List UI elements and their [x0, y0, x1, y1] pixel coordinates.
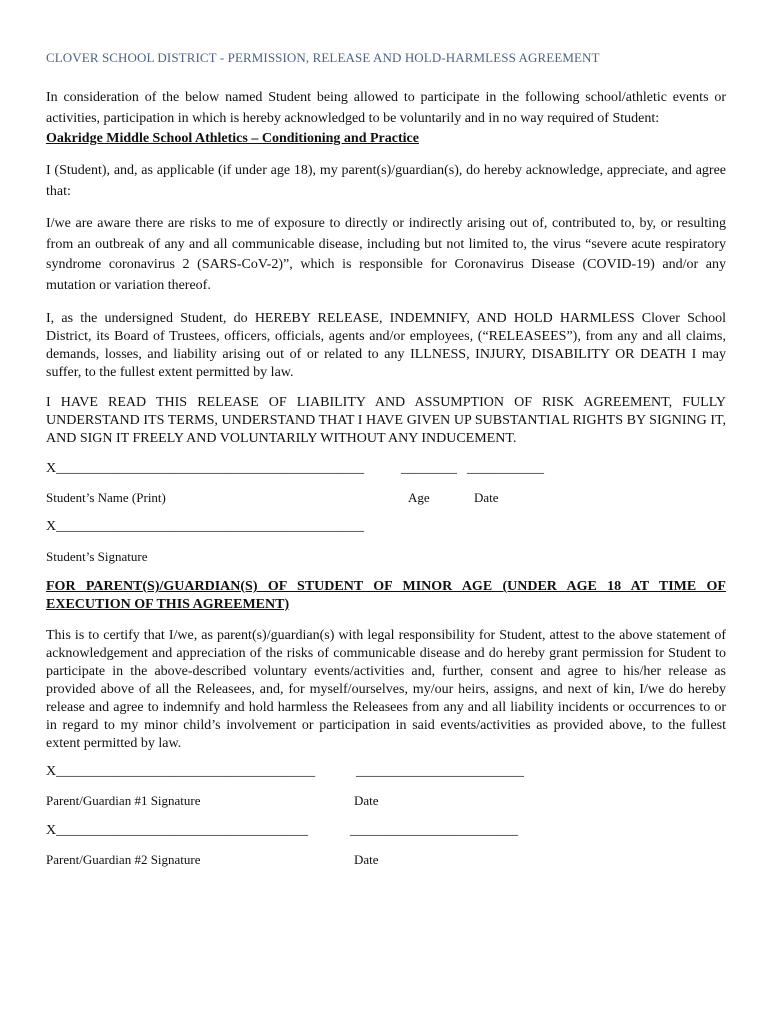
student-name-label: Student’s Name (Print) — [46, 490, 166, 505]
parent1-signature-label: Parent/Guardian #1 Signature — [46, 793, 201, 808]
age-line[interactable]: ________ — [401, 461, 457, 476]
student-signature-line[interactable]: X____________________________________________ — [46, 519, 365, 534]
statement-paragraph: I HAVE READ THIS RELEASE OF LIABILITY AND ASSUMPTION OF RISK AGREEMENT, FULLY UNDERSTAND ITS TERMS, UNDERSTAND THAT I HAVE GIVEN UP SUBSTANTIAL RIGHTS BY SIGNING IT, AND SIGN IT FREELY AND VOLUNTARILY WITHOUT ANY INDUCEMENT. — [46, 395, 726, 446]
parent1-date-label: Date — [354, 793, 379, 808]
student-signature-label: Student’s Signature — [46, 549, 148, 564]
acknowledge-paragraph: I (Student), and, as applicable (if under age 18), my parent(s)/guardian(s), do hereby acknowledge, appreciate, and agree that: — [46, 163, 726, 199]
student-name-line[interactable]: X____________________________________________ — [46, 461, 365, 476]
release-paragraph: I, as the undersigned Student, do HEREBY RELEASE, INDEMNIFY, AND HOLD HARMLESS Clover School District, its Board of Trustees, officers, officials, agents and/or employees, (“RELEASEES”), from any and all claims, demands, losses, and liability arising out of or related to any ILLNESS, INJURY, DISABILITY OR DEATH I may suffer, to the fullest extent permitted by law. — [46, 311, 726, 380]
parent2-date-line[interactable]: ________________________ — [350, 823, 518, 838]
intro-paragraph — [46, 88, 726, 150]
parent-paragraph: This is to certify that I/we, as parent(s)/guardian(s) with legal responsibility for Student, attest to the above statement of acknowledgement and appreciation of the risks of communicable disease and do hereby grant permission for Student to participate in the above-described voluntary events/activities and, further, consent and agree to his/her release as provided above of all the Releasees, and, for myself/ourselves, my/our heirs, assigns, and next of kin, I/we do hereby release and agree to indemnify and hold harmless the Releasees from any and all liability incidents or occurrences to or in regard to my minor child’s involvement or participation in said events/activities as provided above, to the fullest extent permitted by law. — [46, 628, 726, 751]
activity-name: Oakridge Middle School Athletics – Conditioning and Practice — [46, 131, 419, 146]
parent1-date-line[interactable]: ________________________ — [356, 764, 524, 779]
intro-text: In consideration of the below named Student being allowed to participate in the following school/athletic events or activities, participation in which is hereby acknowledged to be voluntarily and in no way required of Student: — [46, 90, 726, 126]
parent-section-heading: FOR PARENT(S)/GUARDIAN(S) OF STUDENT OF MINOR AGE (UNDER AGE 18 AT TIME OF EXECUTION OF THIS AGREEMENT) — [46, 579, 726, 612]
parent2-signature-label: Parent/Guardian #2 Signature — [46, 852, 201, 867]
parent2-signature-line[interactable]: X____________________________________ — [46, 823, 309, 838]
risk-paragraph: I/we are aware there are risks to me of exposure to directly or indirectly arising out of, contributed to, by, or resulting from an outbreak of any and all communicable disease, including but not limited to, the virus “severe acute respiratory syndrome coronavirus 2 (SARS-CoV-2)”, which is responsible for Coronavirus Disease (COVID-19) and/or any mutation or variation thereof. — [46, 216, 726, 293]
parent1-signature-line[interactable]: X_____________________________________ — [46, 764, 316, 779]
age-label: Age — [408, 490, 430, 505]
date-line[interactable]: ___________ — [467, 461, 544, 476]
parent2-date-label: Date — [354, 852, 379, 867]
date-label: Date — [474, 490, 499, 505]
document-heading: CLOVER SCHOOL DISTRICT - PERMISSION, RELEASE AND HOLD-HARMLESS AGREEMENT — [46, 50, 600, 65]
